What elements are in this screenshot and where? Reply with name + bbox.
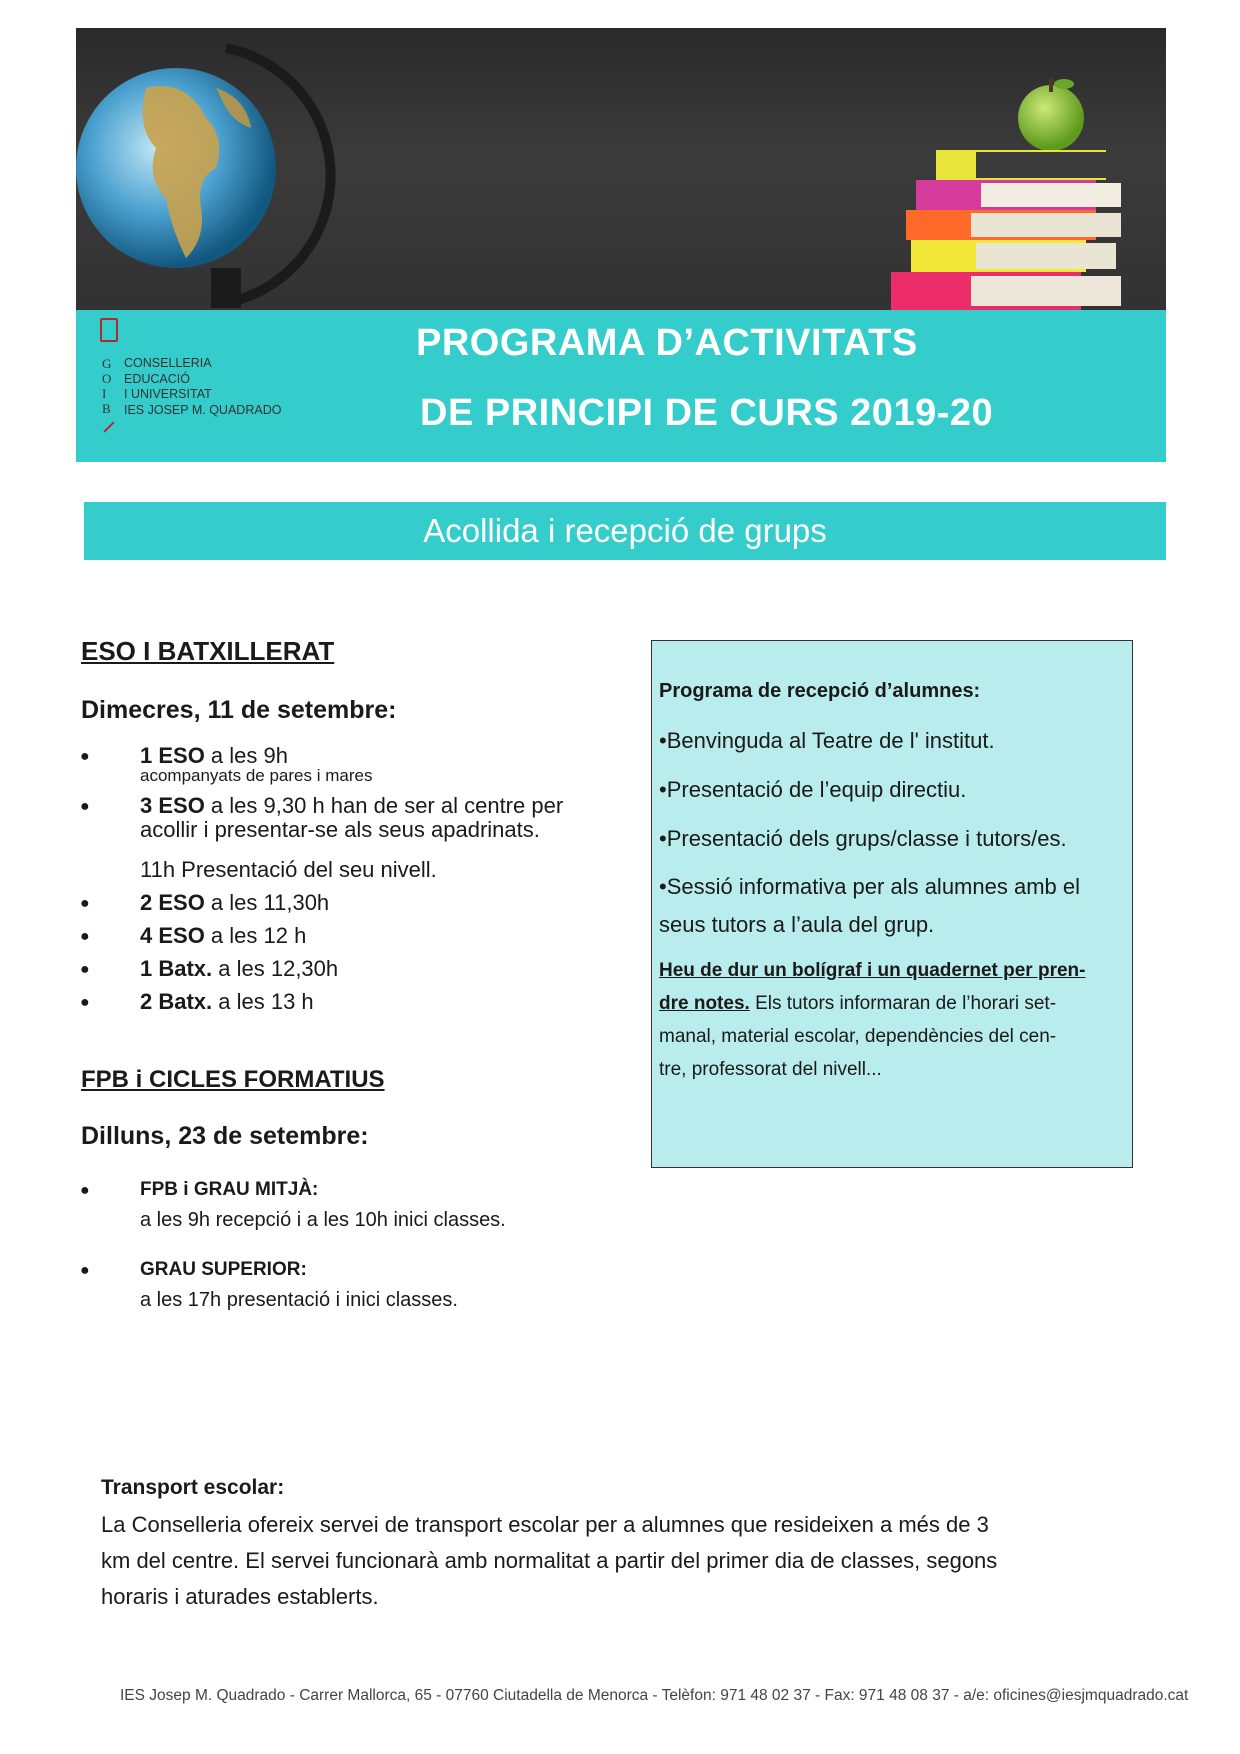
coat-of-arms-icon: [100, 318, 118, 342]
page-title-line1: PROGRAMA D’ACTIVITATS: [416, 322, 918, 364]
info-box: [651, 640, 1133, 1168]
bullet-icon: ●: [80, 961, 90, 978]
info-note: tre, professorat del nivell...: [659, 1059, 882, 1080]
fpb-heading: FPB i CICLES FORMATIUS: [81, 1066, 385, 1093]
info-item: •Benvinguda al Teatre de l' institut.: [659, 728, 995, 753]
bullet-icon: ●: [80, 748, 90, 765]
list-item: 4 ESO a les 12 h: [140, 923, 307, 948]
info-note: Heu de dur un bolígraf i un quadernet per pren-: [659, 960, 1086, 981]
logo-letters: G O I B: [102, 356, 112, 416]
page-title-line2: DE PRINCIPI DE CURS 2019-20: [420, 392, 994, 434]
list-item: 1 ESO a les 9h: [140, 743, 288, 768]
transport-text: horaris i aturades establerts.: [101, 1584, 379, 1609]
transport-text: La Conselleria ofereix servei de transport escolar per a alumnes que resideixen a més de 3: [101, 1512, 989, 1537]
list-item-cont: a les 9h recepció i a les 10h inici classes.: [140, 1209, 506, 1231]
books-stack-icon: [891, 150, 1126, 310]
info-item: •Sessió informativa per als alumnes amb el: [659, 874, 1080, 899]
list-item: FPB i GRAU MITJÀ:: [140, 1179, 319, 1200]
info-box-heading: Programa de recepció d’alumnes:: [659, 680, 981, 702]
list-item: 1 Batx. a les 12,30h: [140, 956, 339, 981]
info-item: •Presentació de l’equip directiu.: [659, 777, 967, 802]
transport-text: km del centre. El servei funcionarà amb normalitat a partir del primer dia de classes, segons: [101, 1548, 998, 1573]
globe-icon: [76, 48, 331, 308]
page-subtitle: Acollida i recepció de grups: [423, 512, 827, 549]
list-item: GRAU SUPERIOR:: [140, 1259, 307, 1280]
goib-logo: [100, 318, 330, 438]
transport-heading: Transport escolar:: [101, 1476, 285, 1499]
bullet-icon: ●: [80, 895, 90, 912]
list-item-note: acompanyats de pares i mares: [140, 766, 373, 785]
list-item-cont: 11h Presentació del seu nivell.: [140, 857, 437, 882]
info-item: seus tutors a l’aula del grup.: [659, 912, 935, 937]
bullet-icon: ●: [80, 994, 90, 1011]
bullet-icon: ●: [80, 798, 90, 815]
header-banner-image: [76, 28, 1166, 310]
list-item: 3 ESO a les 9,30 h han de ser al centre per: [140, 793, 564, 818]
fpb-day: Dilluns, 23 de setembre:: [81, 1122, 369, 1150]
eso-heading: ESO I BATXILLERAT: [81, 636, 335, 666]
list-item: 2 ESO a les 11,30h: [140, 890, 330, 915]
info-note: dre notes. Els tutors informaran de l’horari set-: [659, 993, 1057, 1014]
logo-text: CONSELLERIA EDUCACIÓ I UNIVERSITAT IES JOSEP M. QUADRADO: [124, 356, 282, 417]
logo-slash: [103, 421, 114, 432]
footer-contact: IES Josep M. Quadrado - Carrer Mallorca, 65 - 07760 Ciutadella de Menorca - Telèfon: 971 48 02 37 - Fax: 971 48 08 37 - a/e: oficines@iesjmquadrado.cat: [120, 1687, 1189, 1704]
bullet-icon: ●: [80, 1182, 90, 1199]
list-item-cont: a les 17h presentació i inici classes.: [140, 1289, 458, 1311]
info-note: manal, material escolar, dependències del cen-: [659, 1026, 1057, 1047]
list-item: 2 Batx. a les 13 h: [140, 989, 314, 1014]
bullet-icon: ●: [80, 928, 90, 945]
eso-day: Dimecres, 11 de setembre:: [81, 696, 397, 724]
list-item-cont: acollir i presentar-se als seus apadrinats.: [140, 817, 540, 842]
info-item: •Presentació dels grups/classe i tutors/es.: [659, 826, 1067, 851]
apple-icon: [1018, 78, 1084, 151]
bullet-icon: ●: [80, 1262, 90, 1279]
